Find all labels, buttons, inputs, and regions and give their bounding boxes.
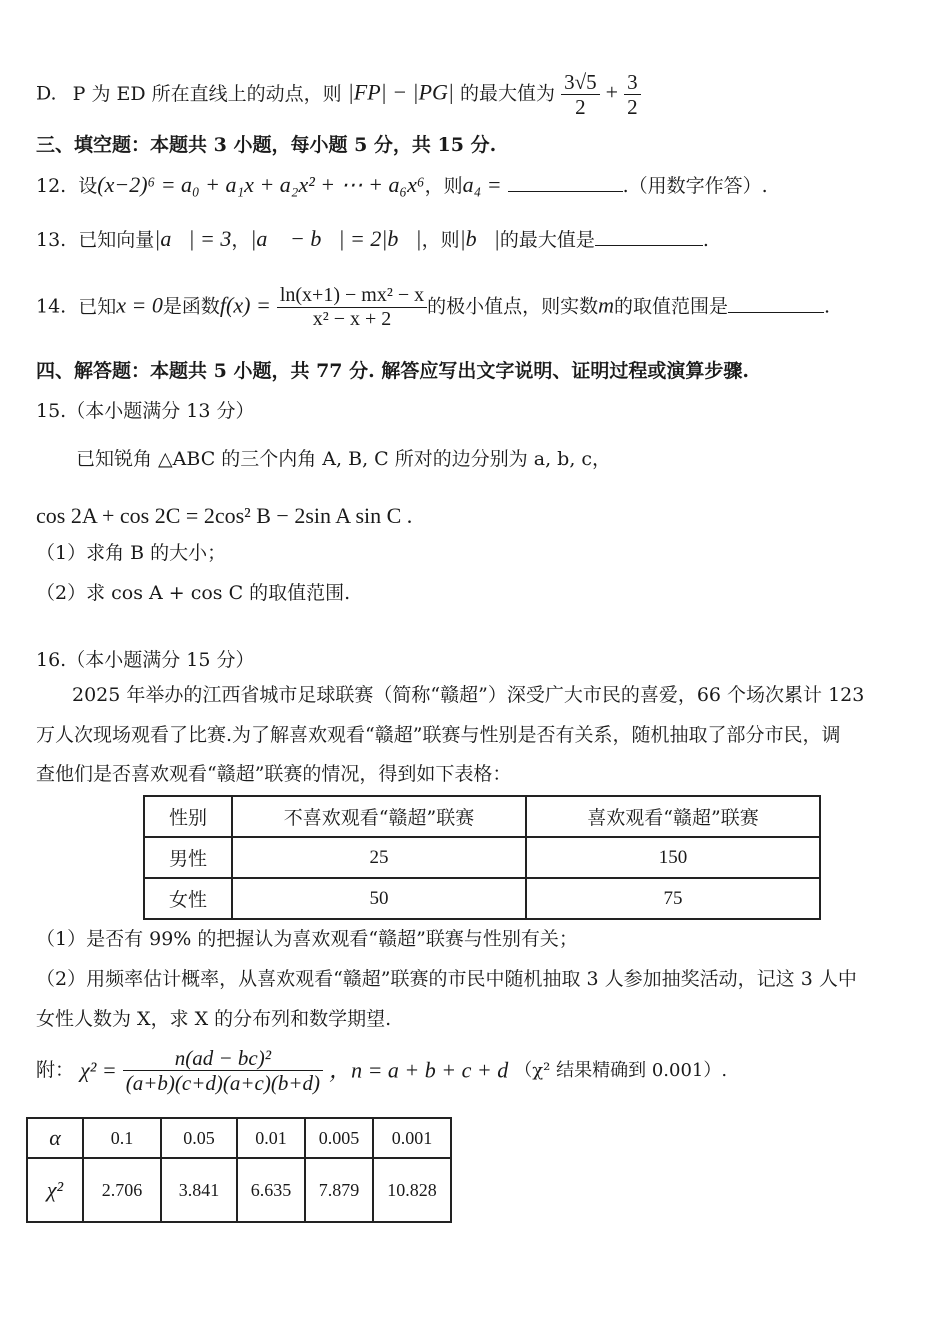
cell-female-like: 75 bbox=[526, 878, 820, 919]
q11d-frac2-num: 3 bbox=[624, 70, 641, 95]
q16-appendix bbox=[36, 1046, 727, 1095]
q13 bbox=[36, 226, 709, 252]
q11d-frac1-den: 2 bbox=[575, 95, 586, 120]
q11d-frac2-den: 2 bbox=[627, 95, 638, 120]
q11d-expr: |FP| − |PG| bbox=[347, 79, 454, 105]
q14-text3: 的极小值点，则实数 bbox=[427, 295, 599, 318]
q16-part1: （1）是否有 99% 的把握认为喜欢观看“赣超”联赛与性别有关； bbox=[36, 928, 578, 950]
q12-tail: .（用数字作答）. bbox=[622, 175, 768, 197]
q12-text1: 设 bbox=[78, 175, 98, 197]
q14-frac-den: x² − x + 2 bbox=[312, 308, 392, 330]
q13-text1: 已知向量 bbox=[78, 229, 155, 251]
section3-title: 三、填空题：本题共 3 小题，每小题 5 分，共 15 分. bbox=[36, 134, 497, 156]
q12-num: 12. bbox=[36, 175, 67, 197]
q11-option-d bbox=[36, 70, 641, 119]
chi-2: 6.635 bbox=[237, 1158, 305, 1222]
table-row bbox=[144, 837, 820, 878]
q12 bbox=[36, 172, 768, 198]
q11d-text-after: 的最大值为 bbox=[460, 82, 556, 105]
q12-expr: (x−2)⁶ = a₀ + a₁x + a₂x² + ⋯ + a₆x⁶ bbox=[97, 172, 425, 197]
q13-num: 13. bbox=[36, 229, 67, 251]
q11d-plus: + bbox=[605, 79, 619, 105]
survey-table bbox=[143, 795, 821, 920]
q14-expr2: f(x) = bbox=[219, 292, 271, 318]
section4-title: 四、解答题：本题共 5 小题，共 77 分. 解答应写出文字说明、证明过程或演算步骤. bbox=[36, 360, 749, 382]
chi-num: n(ad − bc)² bbox=[123, 1046, 323, 1071]
q14-var: m bbox=[598, 292, 615, 318]
q13-text3: 的最大值是 bbox=[499, 229, 595, 251]
table-row bbox=[27, 1158, 451, 1222]
cell-female-dislike: 50 bbox=[232, 878, 526, 919]
q15-text1: 已知锐角 △ABC 的三个内角 A, B, C 所对的边分别为 a, b, c， bbox=[76, 448, 612, 470]
q14-answer-blank[interactable] bbox=[728, 296, 824, 313]
chi-3: 7.879 bbox=[305, 1158, 373, 1222]
q16-header: 16.（本小题满分 15 分） bbox=[36, 649, 255, 671]
q11d-frac1-num: 3√5 bbox=[561, 70, 600, 95]
q11d-frac1 bbox=[561, 70, 600, 119]
q14-expr1: x = 0 bbox=[116, 292, 163, 318]
header-like: 喜欢观看“赣超”联赛 bbox=[526, 796, 820, 837]
q12-expr2: a₄ = bbox=[462, 172, 502, 197]
chi-frac bbox=[123, 1046, 323, 1095]
q14-text4: 的取值范围是 bbox=[614, 295, 729, 318]
q15-part1: （1）求角 B 的大小； bbox=[36, 542, 227, 564]
q16-part2a: （2）用频率估计概率，从喜欢观看“赣超”联赛的市民中随机抽取 3 人参加抽奖活动，记这 3 人中 bbox=[36, 968, 857, 990]
q14-text1: 已知 bbox=[78, 295, 117, 318]
q15-header: 15.（本小题满分 13 分） bbox=[36, 400, 255, 422]
cell-female: 女性 bbox=[144, 878, 232, 919]
q13-tail: . bbox=[702, 229, 709, 251]
q12-answer-blank[interactable] bbox=[508, 175, 623, 192]
alpha-2: 0.01 bbox=[237, 1118, 305, 1158]
q16-p1: 2025 年举办的江西省城市足球联赛（简称“赣超”）深受广大市民的喜爱，66 个场次累计 123 bbox=[72, 684, 865, 706]
q13-expr1: |a⃗| = 3 bbox=[154, 226, 232, 251]
header-dislike: 不喜欢观看“赣超”联赛 bbox=[232, 796, 526, 837]
alpha-1: 0.05 bbox=[161, 1118, 237, 1158]
chi-den: (a+b)(c+d)(a+c)(b+d) bbox=[125, 1071, 321, 1096]
q14-text2: 是函数 bbox=[162, 295, 220, 318]
cell-male: 男性 bbox=[144, 837, 232, 878]
q14-frac bbox=[277, 284, 427, 331]
q15-equation: cos 2A + cos 2C = 2cos² B − 2sin A sin C . bbox=[36, 503, 413, 528]
q14-frac-num: ln(x+1) − mx² − x bbox=[277, 284, 427, 308]
table-row bbox=[144, 878, 820, 919]
q13-text2: ，则 bbox=[421, 229, 460, 251]
q14-tail: . bbox=[824, 295, 831, 318]
chi-label: χ² bbox=[27, 1158, 83, 1222]
q11d-label: D. bbox=[36, 82, 57, 105]
q13-answer-blank[interactable] bbox=[595, 229, 703, 246]
chi-4: 10.828 bbox=[373, 1158, 451, 1222]
chi-0: 2.706 bbox=[83, 1158, 161, 1222]
alpha-4: 0.001 bbox=[373, 1118, 451, 1158]
alpha-label: α bbox=[27, 1118, 83, 1158]
chi-1: 3.841 bbox=[161, 1158, 237, 1222]
cell-male-like: 150 bbox=[526, 837, 820, 878]
q12-text2: ，则 bbox=[424, 175, 463, 197]
q14 bbox=[36, 284, 830, 331]
q13-expr2: |a⃗ − b⃗| = 2|b⃗| bbox=[250, 226, 422, 251]
q13-sep: ， bbox=[231, 229, 251, 251]
chi-note: （χ² 结果精确到 0.001）. bbox=[514, 1059, 728, 1081]
q14-num: 14. bbox=[36, 295, 67, 318]
appendix-label: 附： bbox=[36, 1059, 75, 1082]
alpha-3: 0.005 bbox=[305, 1118, 373, 1158]
header-gender: 性别 bbox=[144, 796, 232, 837]
table-row bbox=[144, 796, 820, 837]
q15-part2: （2）求 cos A + cos C 的取值范围. bbox=[36, 582, 351, 604]
critical-value-table bbox=[26, 1117, 452, 1223]
q11d-text-before: P 为 ED 所在直线上的动点，则 bbox=[72, 82, 342, 105]
q11d-frac2 bbox=[624, 70, 641, 119]
q16-p2: 万人次现场观看了比赛.为了解喜欢观看“赣超”联赛与性别是否有关系，随机抽取了部分市民，调 bbox=[36, 724, 841, 746]
chi-lhs: χ² = bbox=[80, 1057, 117, 1083]
alpha-0: 0.1 bbox=[83, 1118, 161, 1158]
q16-p3: 查他们是否喜欢观看“赣超”联赛的情况，得到如下表格： bbox=[36, 763, 512, 785]
cell-male-dislike: 25 bbox=[232, 837, 526, 878]
table-row bbox=[27, 1118, 451, 1158]
q13-expr3: |b⃗| bbox=[459, 226, 500, 251]
n-expr: ，n = a + b + c + d bbox=[329, 1057, 509, 1083]
q16-part2b: 女性人数为 X，求 X 的分布列和数学期望. bbox=[36, 1008, 392, 1030]
